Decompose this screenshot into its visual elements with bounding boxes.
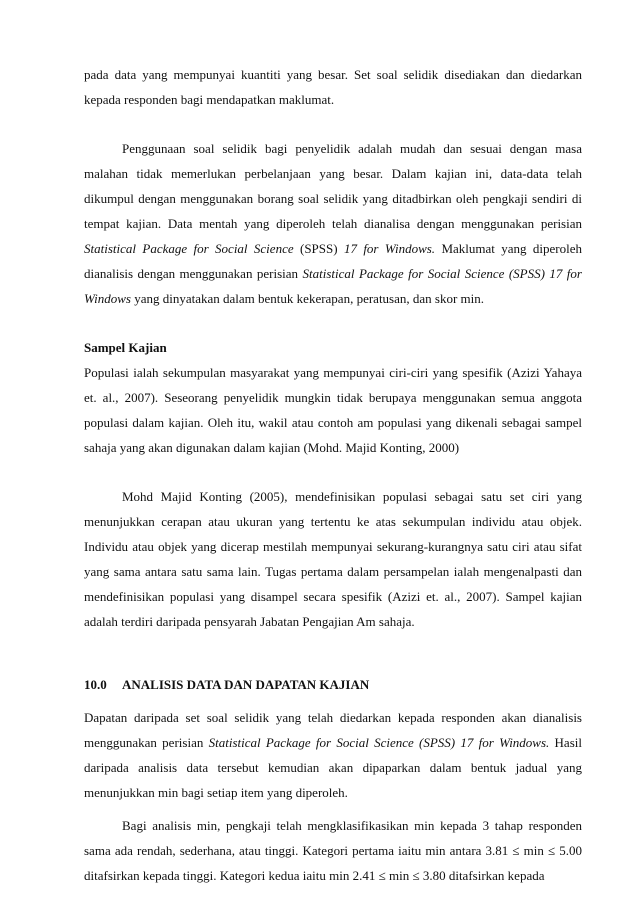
section-heading — [84, 672, 582, 697]
paragraph-analisis-min — [84, 813, 582, 888]
paragraph-text: yang dinyatakan dalam bentuk kekerapan, peratusan, dan skor min. — [130, 291, 485, 306]
software-name: Statistical Package for Social Science (SPSS) 17 for Windows — [84, 266, 582, 306]
paragraph-text: pada data yang mempunyai kuantiti yang besar. Set soal selidik disediakan dan diedarkan kepada responden bagi mendapatkan maklumat. — [84, 67, 582, 107]
paragraph-text: Dapatan daripada set soal selidik yang telah diedarkan kepada responden akan dianalisis menggunakan perisian — [84, 710, 582, 750]
software-version: 17 for Windows. — [343, 241, 436, 256]
paragraph-text: Hasil daripada analisis data tersebut kemudian akan dipaparkan dalam bentuk jadual yang menunjukkan min bagi setiap item yang diperoleh. — [84, 735, 582, 800]
software-name: Statistical Package for Social Science (SPSS) 17 for Windows. — [208, 735, 550, 750]
paragraph-soal-selidik — [84, 136, 582, 311]
section-number: 10.0 — [84, 677, 107, 692]
paragraph-text: Bagi analisis min, pengkaji telah mengklasifikasikan min kepada 3 tahap responden sama ada rendah, sederhana, atau tinggi. Kategori pertama iaitu min antara 3.81 ≤ min ≤ 5.00 ditafsirkan kepada tinggi. Kategori kedua iaitu min 2.41 ≤ min ≤ 3.80 ditafsirkan kepada — [84, 818, 582, 883]
paragraph-dapatan — [84, 705, 582, 805]
software-name: Statistical Package for Social Science — [84, 241, 294, 256]
subheading-sampel-kajian: Sampel Kajian — [84, 340, 167, 355]
paragraph-populasi — [84, 360, 582, 460]
paragraph-text: Mohd Majid Konting (2005), mendefinisikan populasi sebagai satu set ciri yang menunjukkan cerapan atau ukuran yang tertentu ke atas sekumpulan individu atau objek. Individu atau objek yang dicerap mestilah mempunyai sekurang-kurangnya satu ciri atau sifat yang sama antara satu sama lain. Tugas pertama dalam persampelan ialah mengenalpasti dan mendefinisikan populasi yang disampel secara spesifik (Azizi et. al., 2007). Sampel kajian adalah terdiri daripada pensyarah Jabatan Pengajian Am sahaja. — [84, 489, 582, 629]
paragraph-text: (SPSS) — [293, 241, 344, 256]
paragraph-continuation — [84, 62, 582, 112]
paragraph-definisi-populasi — [84, 484, 582, 634]
section-title: ANALISIS DATA DAN DAPATAN KAJIAN — [122, 677, 370, 692]
paragraph-text: Penggunaan soal selidik bagi penyelidik adalah mudah dan sesuai dengan masa malahan tidak memerlukan perbelanjaan yang besar. Dalam kajian ini, data-data telah dikumpul dengan menggunakan borang soal selidik yang ditadbirkan oleh pengkaji sendiri di tempat kajian. Data mentah yang diperoleh telah dianalisa dengan menggunakan perisian — [84, 141, 582, 231]
paragraph-text: Populasi ialah sekumpulan masyarakat yang mempunyai ciri-ciri yang spesifik (Azizi Yahaya et. al., 2007). Seseorang penyelidik mungkin tidak berupaya menggunakan semua anggota populasi dalam kajian. Oleh itu, wakil atau contoh am populasi yang dikenali sebagai sampel sahaja yang akan digunakan dalam kajian (Mohd. Majid Konting, 2000) — [84, 365, 582, 455]
paragraph-text: Maklumat yang diperoleh dianalisis dengan menggunakan perisian — [84, 241, 582, 281]
